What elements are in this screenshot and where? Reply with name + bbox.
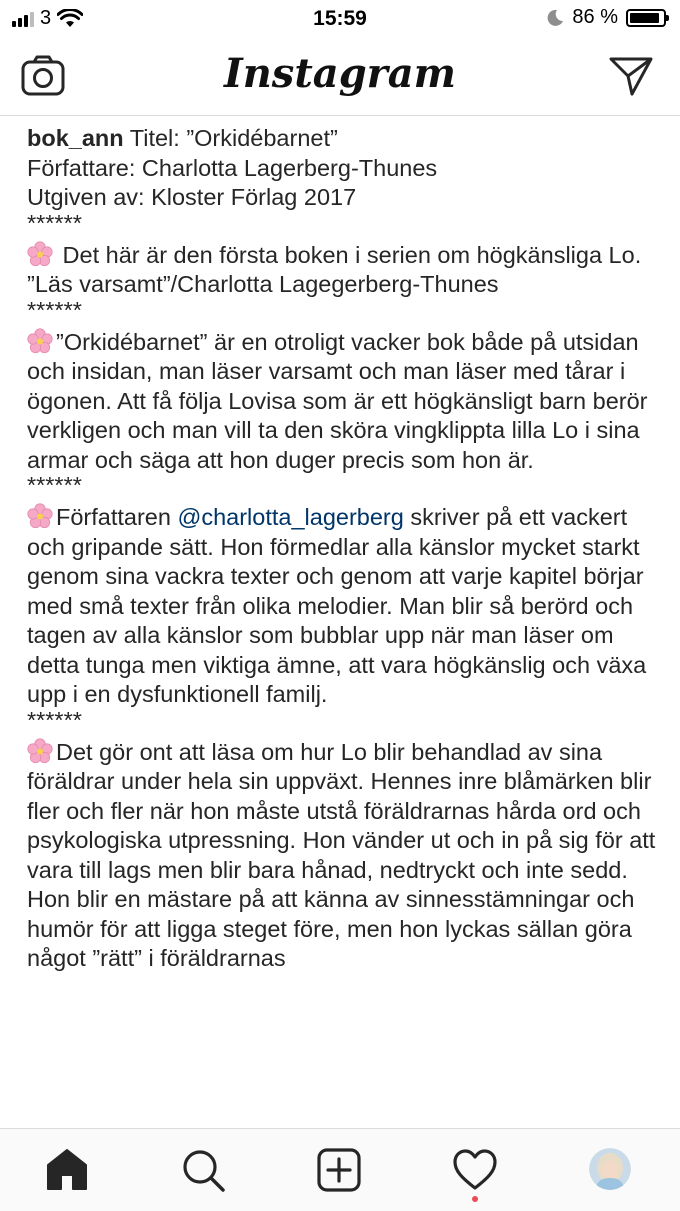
- add-post-icon[interactable]: [316, 1147, 362, 1193]
- caption-title: Titel: ”Orkidébarnet”: [123, 125, 338, 151]
- post-caption: [27, 124, 667, 1128]
- bottom-tab-bar: [0, 1128, 680, 1211]
- cherry-blossom-icon: [27, 241, 53, 267]
- status-bar: [0, 0, 680, 40]
- caption-quote: ”Läs varsamt”/Charlotta Lagegerberg-Thunes: [27, 271, 499, 297]
- battery-icon: [626, 9, 666, 27]
- status-time: 15:59: [313, 7, 367, 30]
- separator: ******: [27, 472, 82, 498]
- search-icon[interactable]: [180, 1147, 226, 1193]
- username-link[interactable]: bok_ann: [27, 125, 124, 151]
- direct-message-icon[interactable]: [608, 55, 654, 97]
- notification-dot: [472, 1196, 478, 1202]
- separator: ******: [27, 706, 82, 733]
- caption-first-line: [27, 124, 667, 154]
- home-icon[interactable]: [44, 1147, 90, 1193]
- caption-paragraph: Författaren @charlotta_lagerberg skriver på ett vackert och gripande sätt. Hon förmedlar alla känslor mycket starkt genom sina vackra texter och genom att varje kapitel börjar med små texter från olika melodier. Man blir så berörd och tagen av alla känslor som bubblar upp när man läser om detta tunga men viktiga ämne, att vara högkänslig och växa upp i en dysfunktionell familj.: [27, 504, 647, 707]
- caption-paragraph: Hon blir en mästare på att känna av sinnesstämningar och humör för att ligga steget före, men hon lyckas sällan göra något ”rätt” i föräldrarnas: [27, 886, 635, 971]
- instagram-logo[interactable]: Instagram: [224, 50, 456, 97]
- caption-paragraph: ”Orkidébarnet” är en otroligt vacker bok både på utsidan och insidan, man läser varsamt och man läser med tårar i ögonen. Att få följa Lovisa som är ett högkänsligt barn berör verkligen och man vill ta den sköra vingklippta lilla Lo i sina armar och säga att hon duger precis som hon är.: [27, 328, 648, 473]
- profile-avatar[interactable]: [589, 1148, 631, 1190]
- cherry-blossom-icon: [27, 503, 53, 529]
- carrier-label: 3: [40, 7, 52, 29]
- caption-publisher: Utgiven av: Kloster Förlag 2017: [27, 184, 357, 210]
- caption-paragraph: Det gör ont att läsa om hur Lo blir behandlad av sina föräldrar under hela sin uppväxt. Hennes inre blåmärken blir fler och fler när hon måste utstå föräldrarnas hårda ord och psykologiska utpressning. Hon vänder ut och in på sig för att vara till lags men blir bara hånad, nedtryckt och inte sedd.: [27, 738, 656, 883]
- separator: ******: [27, 209, 82, 236]
- status-right: [546, 6, 666, 29]
- top-navigation: [0, 40, 680, 116]
- moon-icon: [546, 9, 564, 27]
- cherry-blossom-icon: [27, 328, 53, 354]
- mention-link[interactable]: @charlotta_lagerberg: [177, 504, 404, 530]
- battery-percent: 86 %: [572, 6, 618, 28]
- caption-author: Författare: Charlotta Lagerberg-Thunes: [27, 154, 438, 181]
- caption-paragraph: Det här är den första boken i serien om högkänsliga Lo.: [27, 241, 667, 271]
- separator: ******: [27, 296, 82, 323]
- cherry-blossom-icon: [27, 738, 53, 764]
- heart-icon[interactable]: [452, 1147, 498, 1193]
